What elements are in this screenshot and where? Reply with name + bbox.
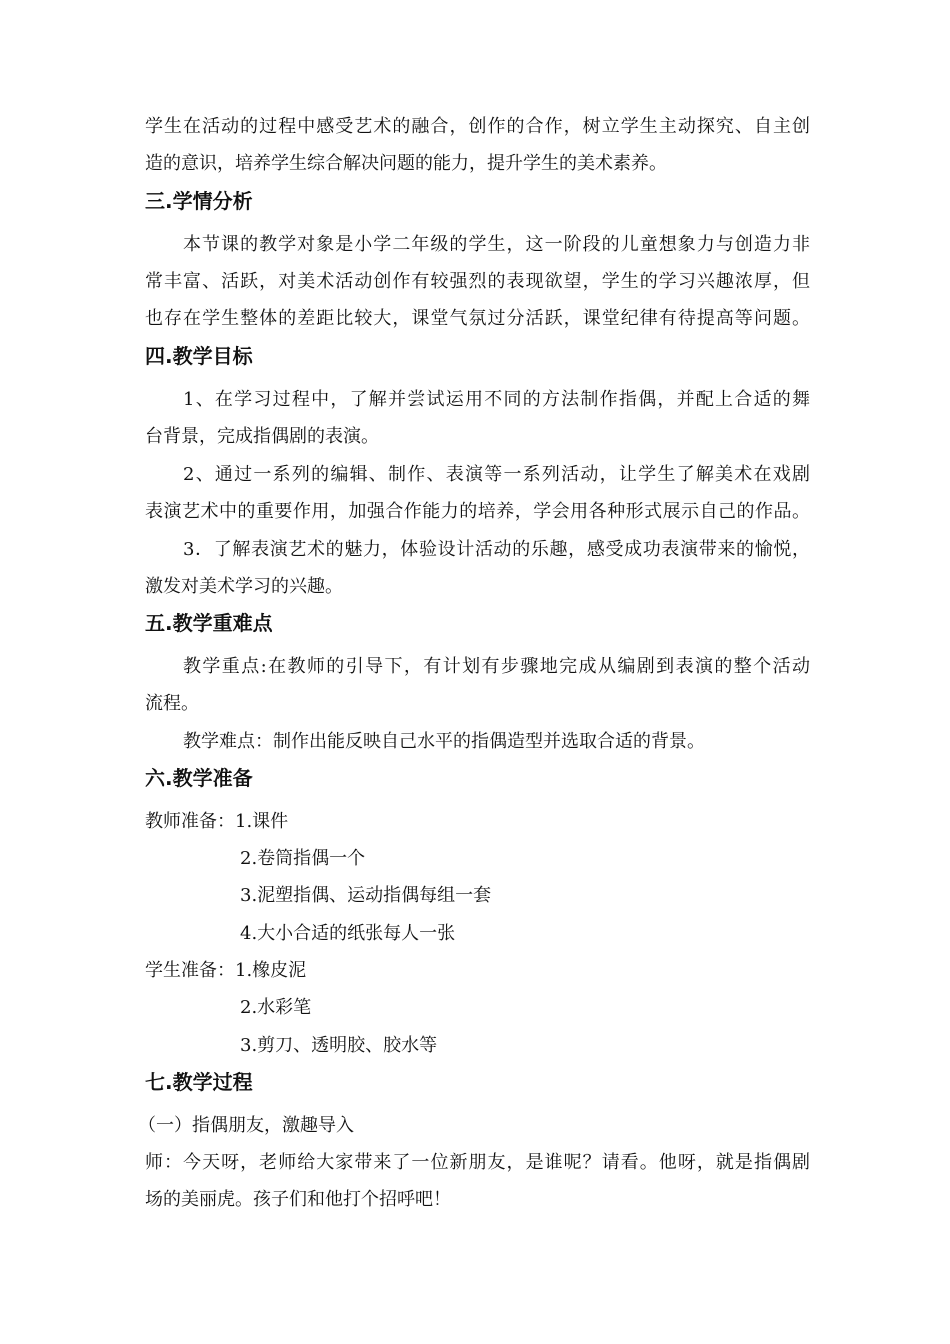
paragraph-line: 造的意识，培养学生综合解决问题的能力，提升学生的美术素养。 xyxy=(145,153,667,174)
list-item: 3.泥塑指偶、运动指偶每组一套 xyxy=(240,885,492,906)
paragraph-line: 教学重点:在教师的引导下，有计划有步骤地完成从编剧到表演的整个活动 xyxy=(183,656,810,677)
paragraph-line: 表演艺术中的重要作用，加强合作能力的培养，学会用各种形式展示自己的作品。 xyxy=(145,501,810,522)
paragraph-line: 场的美丽虎。孩子们和他打个招呼吧！ xyxy=(145,1189,451,1210)
paragraph-line: 1、在学习过程中，了解并尝试运用不同的方法制作指偶，并配上合适的舞 xyxy=(183,389,810,410)
list-item: 2.卷筒指偶一个 xyxy=(240,848,366,869)
paragraph-line: 师：今天呀，老师给大家带来了一位新朋友，是谁呢？请看。他呀，就是指偶剧 xyxy=(145,1152,810,1173)
section-heading-4: 四.教学目标 xyxy=(145,344,253,368)
section-heading-5: 五.教学重难点 xyxy=(145,611,273,635)
paragraph-line: 学生在活动的过程中感受艺术的融合，创作的合作，树立学生主动探究、自主创 xyxy=(145,116,810,137)
section-heading-7: 七.教学过程 xyxy=(145,1070,253,1094)
paragraph-line: 教学难点：制作出能反映自己水平的指偶造型并选取合适的背景。 xyxy=(183,731,705,752)
paragraph-line: 也存在学生整体的差距比较大，课堂气氛过分活跃，课堂纪律有待提高等问题。 xyxy=(145,308,810,329)
paragraph-line: 流程。 xyxy=(145,693,199,714)
list-item: 教师准备：1.课件 xyxy=(145,811,289,832)
paragraph-line: 常丰富、活跃，对美术活动创作有较强烈的表现欲望，学生的学习兴趣浓厚，但 xyxy=(145,271,810,292)
list-item: 4.大小合适的纸张每人一张 xyxy=(240,923,456,944)
section-heading-3: 三.学情分析 xyxy=(145,189,253,213)
paragraph-line: 本节课的教学对象是小学二年级的学生，这一阶段的儿童想象力与创造力非 xyxy=(183,234,810,255)
list-item: 2.水彩笔 xyxy=(240,997,312,1018)
list-item: 3.剪刀、透明胶、胶水等 xyxy=(240,1035,438,1056)
list-item: 学生准备：1.橡皮泥 xyxy=(145,960,307,981)
subsection-heading: （一）指偶朋友，激趣导入 xyxy=(138,1115,354,1136)
paragraph-line: 激发对美术学习的兴趣。 xyxy=(145,576,343,597)
paragraph-line: 2、通过一系列的编辑、制作、表演等一系列活动，让学生了解美术在戏剧 xyxy=(183,464,810,485)
paragraph-line: 台背景，完成指偶剧的表演。 xyxy=(145,426,379,447)
section-heading-6: 六.教学准备 xyxy=(145,766,253,790)
paragraph-line: 3．了解表演艺术的魅力，体验设计活动的乐趣，感受成功表演带来的愉悦， xyxy=(183,539,810,560)
